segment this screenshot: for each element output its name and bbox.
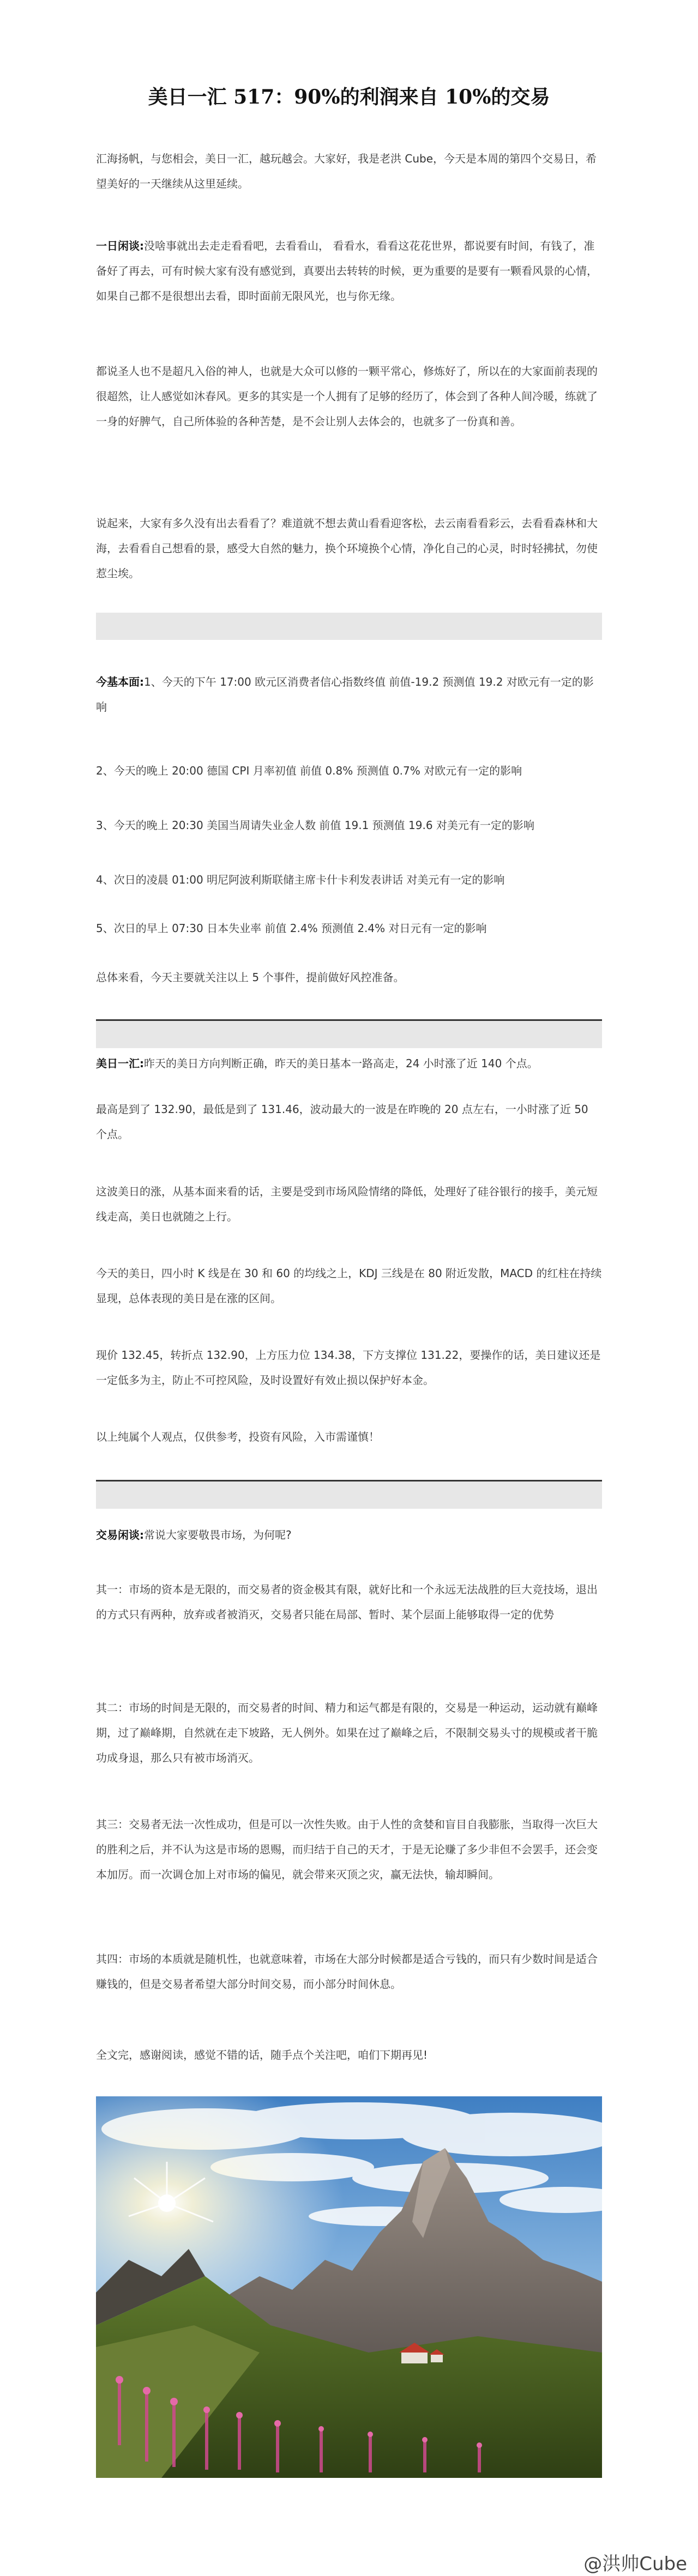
watermark: @洪帅Cube (583, 2553, 687, 2575)
usdjpy-paragraph-1 (96, 1051, 602, 1076)
daily-chat-paragraph-1 (96, 233, 602, 309)
fundamentals-item-2: 2、今天的晚上 20:00 德国 CPI 月率初值 前值 0.8% 预测值 0.7% 对欧元有一定的影响 (96, 764, 522, 777)
trading-label: 交易闲谈: (96, 1528, 144, 1541)
usdjpy-paragraph-2: 最高是到了 132.90，最低是到了 131.46，波动最大的一波是在昨晚的 20 点左右，一小时涨了近 50 个点。 (96, 1103, 588, 1141)
article-title: 美日一汇 517：90%的利润来自 10%的交易 (148, 86, 550, 108)
fundamentals-summary: 总体来看，今天主要就关注以上 5 个事件，提前做好风控准备。 (96, 971, 405, 984)
fundamentals-label: 今基本面: (96, 675, 144, 688)
fundamentals-item-1-text: 1、今天的下午 17:00 欧元区消费者信心指数终值 前值-19.2 预测值 19.2 对欧元有一定的影响 (96, 675, 594, 713)
closing-paragraph: 全文完，感谢阅读，感觉不错的话，随手点个关注吧，咱们下期再见! (96, 2048, 428, 2061)
separator-bar (96, 613, 602, 640)
daily-chat-paragraph-2: 都说圣人也不是超凡入俗的神人，也就是大众可以修的一颗平常心，修炼好了，所以在的大家面前表现的很超然，让人感觉如沐春风。更多的其实是一个人拥有了足够的经历了，体会到了各种人间冷暖，练就了一身的好脾气，自己所体验的各种苦楚，是不会让别人去体会的，也就多了一份真和善。 (96, 365, 598, 428)
fundamentals-item-3: 3、今天的晚上 20:30 美国当周请失业金人数 前值 19.1 预测值 19.6 对美元有一定的影响 (96, 819, 534, 832)
usdjpy-paragraph-3: 这波美日的涨，从基本面来看的话，主要是受到市场风险情绪的降低，处理好了硅谷银行的接手，美元短线走高，美日也就随之上行。 (96, 1185, 598, 1223)
section-separator (96, 1480, 602, 1509)
daily-chat-text-1: 没啥事就出去走走看看吧，去看看山， 看看水，看看这花花世界，都说要有时间，有钱了，准备好了再去，可有时候大家有没有感觉到，真要出去转转的时候，更为重要的是要有一颗看风景的心情，如果自己都不是很想出去看，即时面前无限风光，也与你无缘。 (96, 239, 598, 303)
fundamentals-item-4: 4、次日的凌晨 01:00 明尼阿波利斯联储主席卡什卡利发表讲话 对美元有一定的影响 (96, 873, 505, 886)
trading-lead-text: 常说大家要敬畏市场，为何呢? (144, 1528, 292, 1541)
fundamentals-item-1 (96, 669, 602, 719)
usdjpy-text-1: 昨天的美日方向判断正确，昨天的美日基本一路高走，24 小时涨了近 140 个点。 (144, 1057, 538, 1070)
usdjpy-paragraph-5: 现价 132.45，转折点 132.90，上方压力位 134.38，下方支撑位 131.22，要操作的话，美日建议还是一定低多为主，防止不可控风险，及时设置好有效止损以保护好本金。 (96, 1349, 601, 1387)
daily-chat-paragraph-3: 说起来，大家有多久没有出去看看了？难道就不想去黄山看看迎客松，去云南看看彩云，去看看森林和大海，去看看自己想看的景，感受大自然的魅力，换个环境换个心情，净化自己的心灵，时时轻拂拭，勿使惹尘埃。 (96, 517, 598, 580)
daily-chat-label: 一日闲谈: (96, 239, 144, 252)
usdjpy-paragraph-4: 今天的美日，四小时 K 线是在 30 和 60 的均线之上，KDJ 三线是在 80 附近发散，MACD 的红柱在持续显现，总体表现的美日是在涨的区间。 (96, 1267, 602, 1305)
section-separator (96, 613, 602, 640)
usdjpy-disclaimer: 以上纯属个人观点，仅供参考，投资有风险，入市需谨慎！ (96, 1430, 380, 1443)
trading-point-2: 其二：市场的时间是无限的，而交易者的时间、精力和运气都是有限的，交易是一种运动，运动就有巅峰期，过了巅峰期，自然就在走下坡路，无人例外。如果在过了巅峰之后，不限制交易头寸的规模或者干脆功成身退，那么只有被市场消灭。 (96, 1701, 598, 1764)
section-separator (96, 1019, 602, 1048)
fundamentals-item-5: 5、次日的早上 07:30 日本失业率 前值 2.4% 预测值 2.4% 对日元有一定的影响 (96, 922, 487, 935)
usdjpy-label: 美日一汇: (96, 1057, 144, 1070)
trading-point-3: 其三：交易者无法一次性成功，但是可以一次性失败。由于人性的贪婪和盲目自我膨胀，当取得一次巨大的胜利之后，并不认为这是市场的恩赐，而归结于自己的天才，于是无论赚了多少非但不会罢手，还会变本加厉。而一次调仓加上对市场的偏见，就会带来灭顶之灾，赢无法快，输却瞬间。 (96, 1818, 598, 1881)
trading-point-4: 其四：市场的本质就是随机性，也就意味着，市场在大部分时候都是适合亏钱的，而只有少数时间是适合赚钱的，但是交易者希望大部分时间交易，而小部分时间休息。 (96, 1952, 598, 1991)
mountain-landscape-photo (96, 2096, 602, 2478)
intro-paragraph: 汇海扬帆，与您相会，美日一汇，越玩越会。大家好，我是老洪 Cube，今天是本周的第四个交易日，希望美好的一天继续从这里延续。 (96, 152, 597, 190)
trading-lead (96, 1522, 602, 1547)
separator-bar (96, 1021, 602, 1048)
separator-bar (96, 1481, 602, 1509)
trading-point-1: 其一：市场的资本是无限的，而交易者的资金极其有限，就好比和一个永远无法战胜的巨大竞技场，退出的方式只有两种，放弃或者被消灭，交易者只能在局部、暂时、某个层面上能够取得一定的优势 (96, 1583, 598, 1621)
